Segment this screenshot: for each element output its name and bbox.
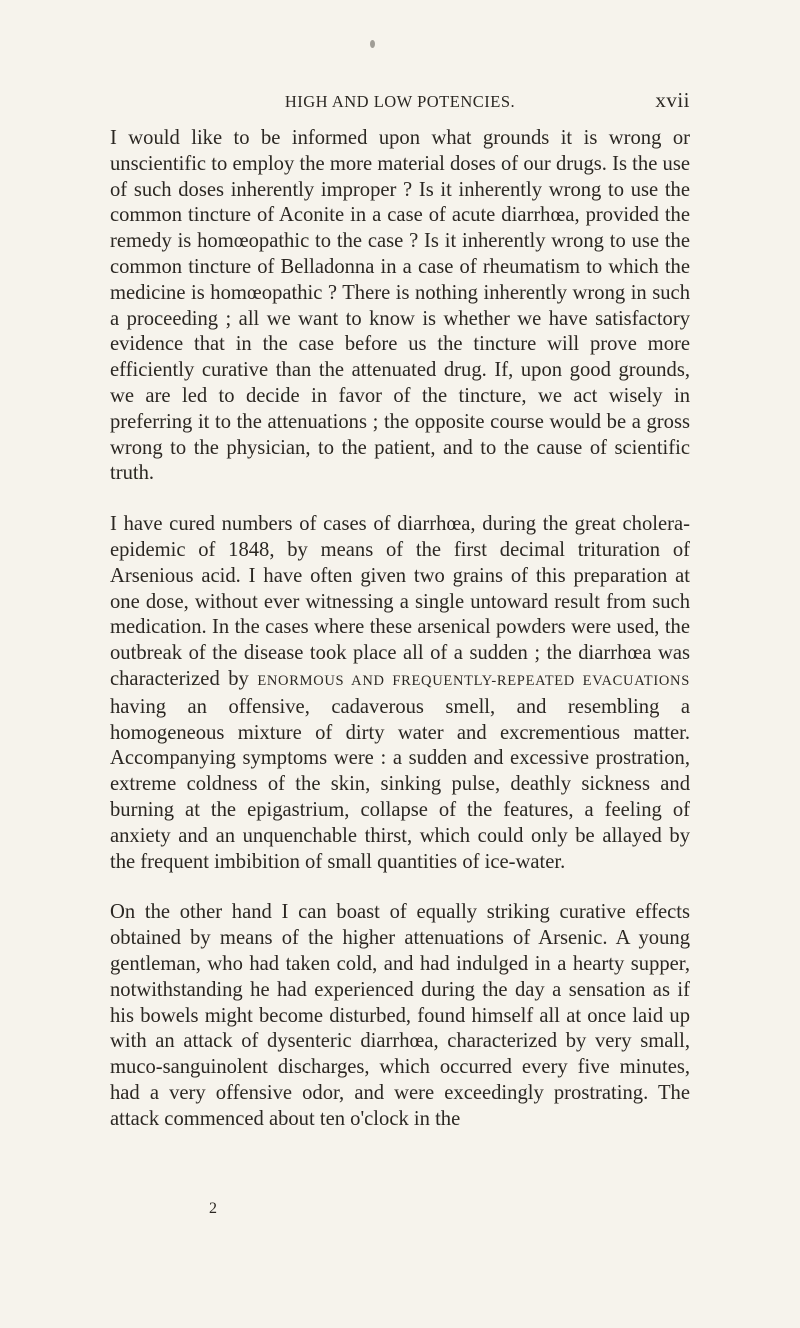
ink-speck xyxy=(370,40,375,48)
paragraph-1: I would like to be informed upon what grounds it is wrong or unscientific to employ the more material doses of our drugs. Is the use of such doses inherently improper ? Is it inherently wrong to use the common tincture of Aconite in a case of acute diarrhœa, provided the remedy is homœopathic to the case ? Is it inherently wrong to use the common tincture of Belladonna in a case of rheumatism to which the medicine is homœopathic ? There is nothing inherently wrong in such a proceeding ; all we want to know is whether we have satisfactory evidence that in the case before us the tincture will prove more efficiently curative than the attenuated drug. If, upon good grounds, we are led to decide in favor of the tincture, we act wisely in preferring it to the attenuations ; the opposite course would be a gross wrong to the physician, to the patient, and to the cause of scientific truth. xyxy=(110,127,690,485)
running-head: HIGH AND LOW POTENCIES. xyxy=(284,92,516,111)
paragraph-2-text-after: having an offensive, cadaverous smell, and resembling a homogeneous mixture of dirty water and excrementious matter. Accompanying symptoms were : a sudden and excessive prostration, extreme coldness of the skin, sinking pulse, deathly sickness and burning at the epigastrium, collapse of the features, a feeling of anxiety and an unquenchable thirst, which could only be allayed by the frequent imbibition of small quantities of ice-water. xyxy=(110,695,690,873)
paragraph-3: On the other hand I can boast of equally striking curative effects obtained by means of the higher attenuations of Arsenic. A young gentleman, who had taken cold, and had indulged in a hearty supper, notwithstanding he had experienced during the day a sensation as if his bowels might become disturbed, found himself all at once laid up with an attack of dysenteric diarrhœa, characterized by very small, muco-sanguinolent discharges, which occurred every five minutes, had a very offensive odor, and were exceedingly prostrating. The attack commenced about ten o'clock in the xyxy=(110,901,690,1130)
small-caps-emphasis: ENORMOUS AND FREQUENTLY-REPEATED EVACUATIONS xyxy=(257,672,690,689)
page-number: xvii xyxy=(655,88,690,112)
body-text xyxy=(110,126,690,1132)
signature-mark: 2 xyxy=(209,1200,217,1217)
paragraph-2-text-before: I have cured numbers of cases of diarrhœa, during the great cholera-epidemic of 1848, by means of the first decimal trituration of Arsenious acid. I have often given two grains of this preparation at one dose, without ever witnessing a single untoward result from such medication. In the cases where these arsenical powders were used, the outbreak of the disease took place all of a sudden ; the diarrhœa was characterized by xyxy=(110,513,690,690)
paragraph-2 xyxy=(110,512,690,875)
page-header xyxy=(110,88,690,116)
